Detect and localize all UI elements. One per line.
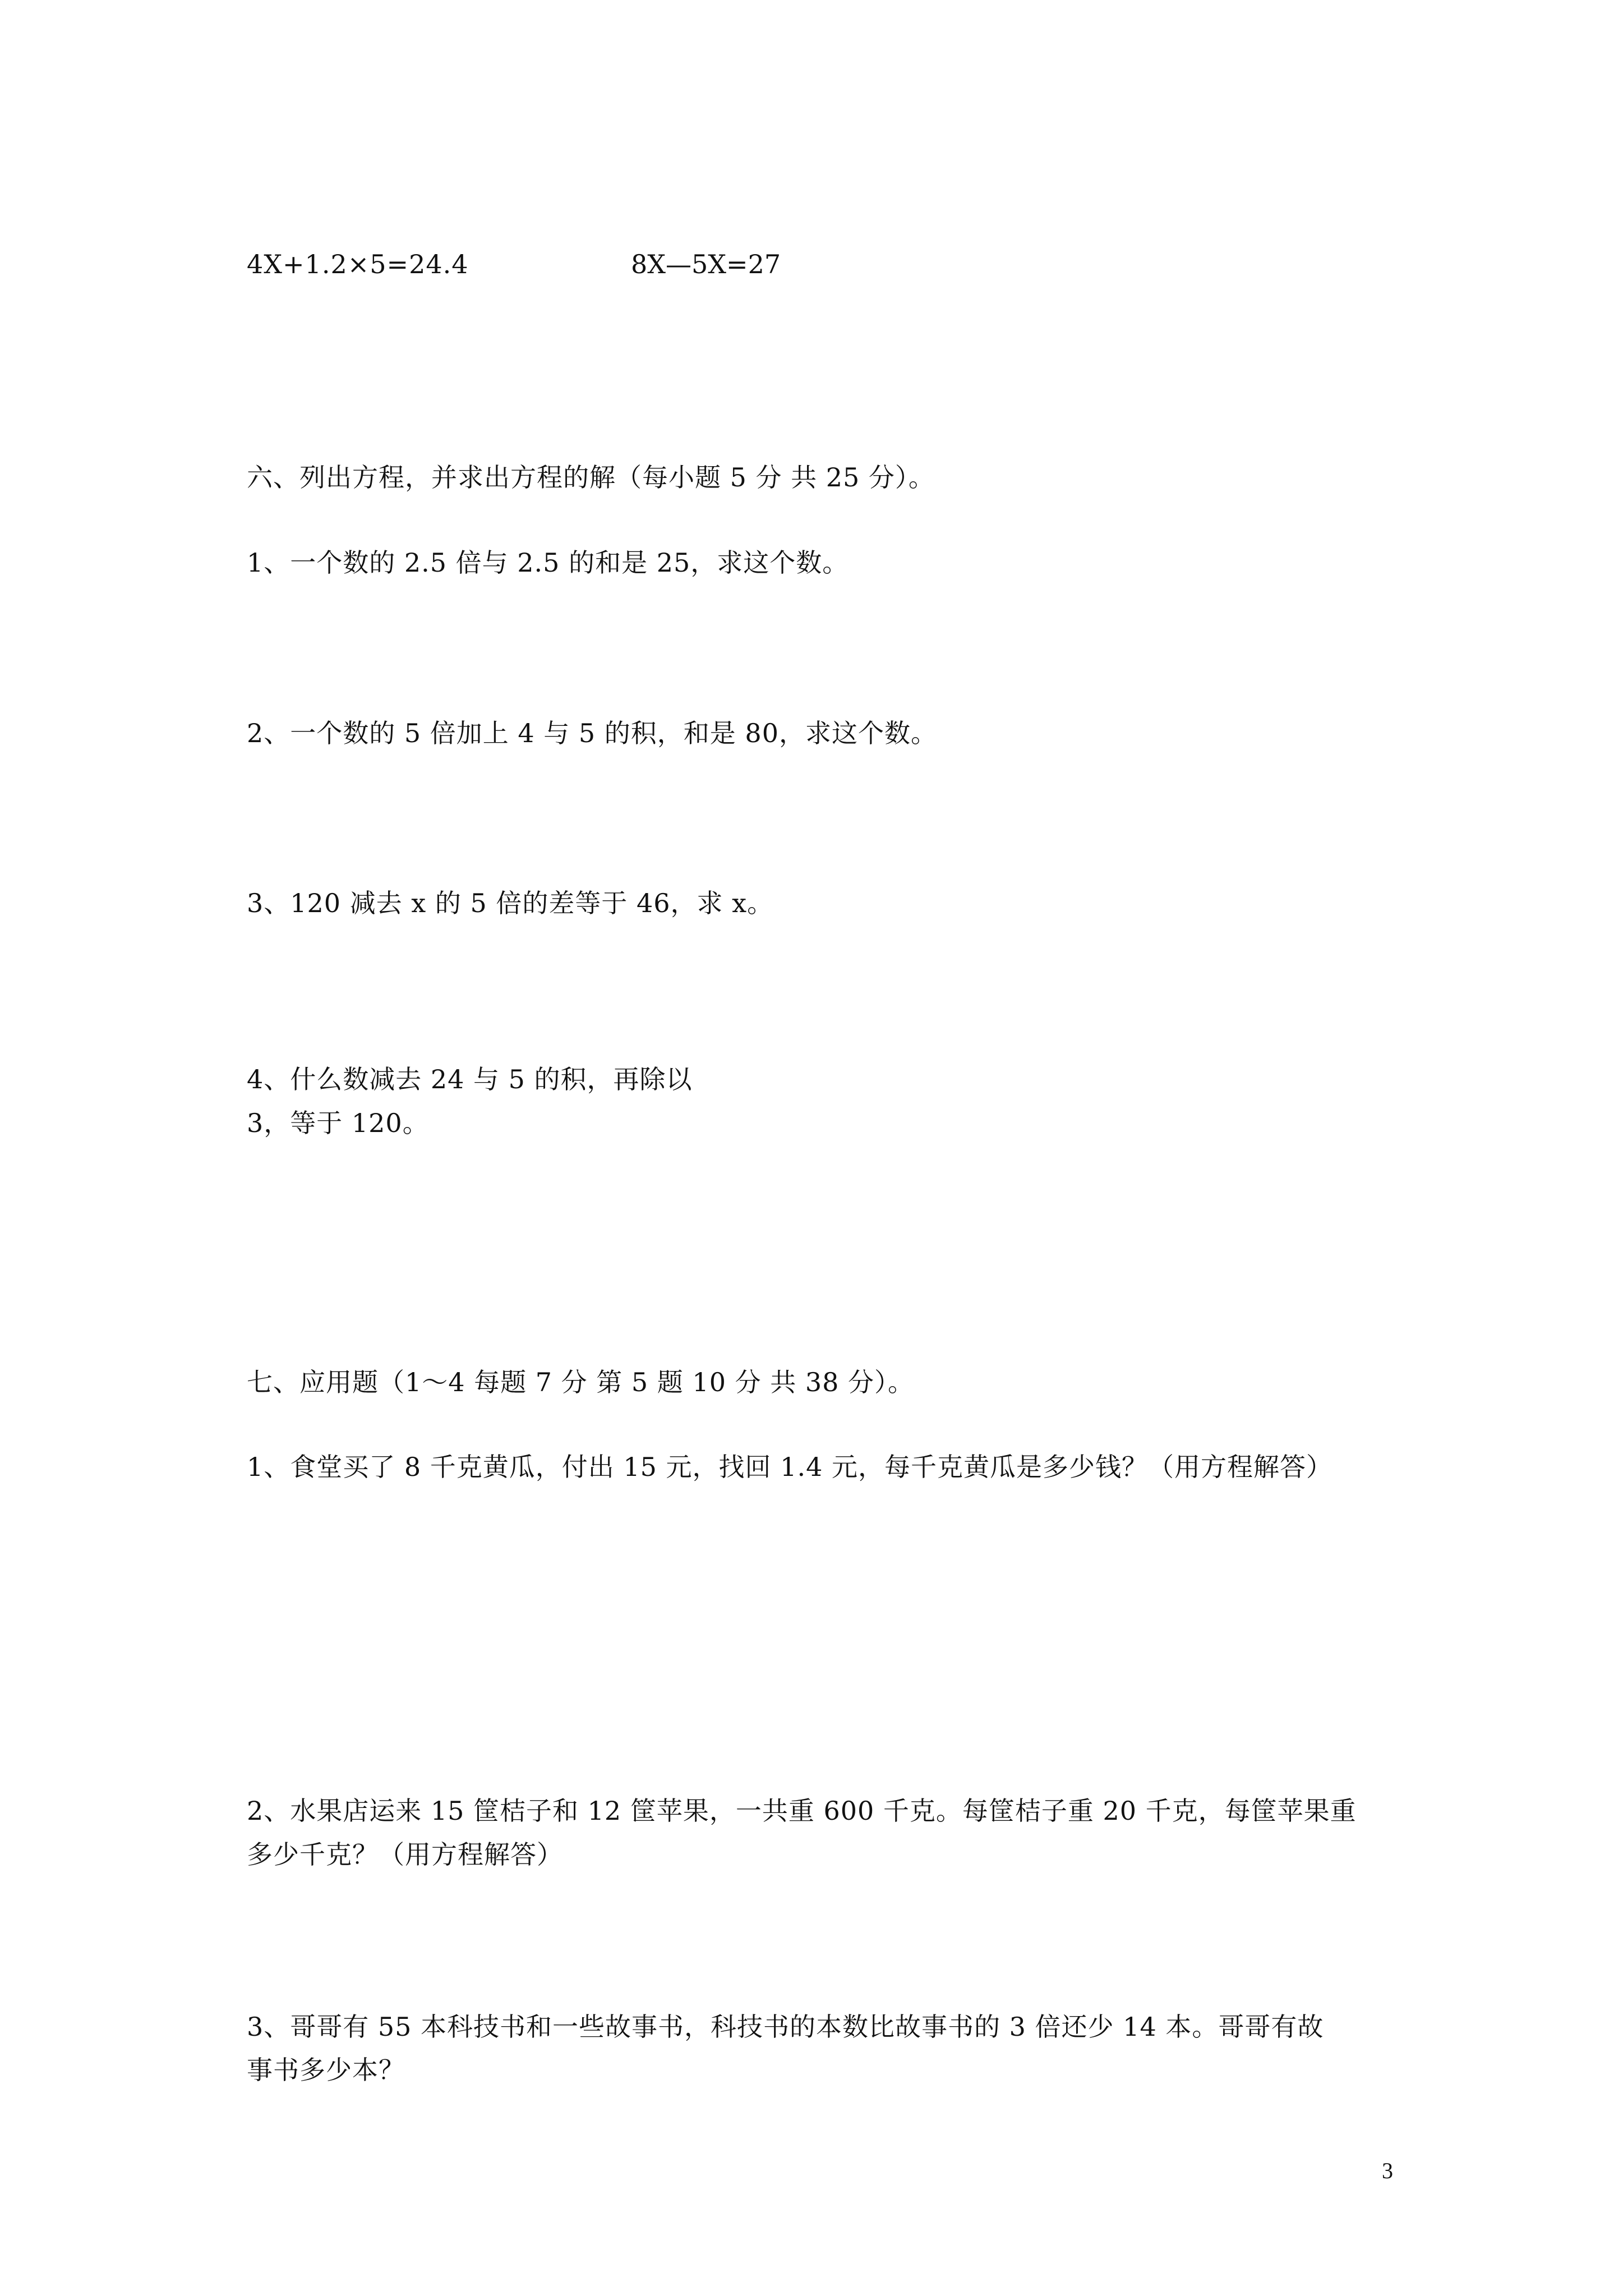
section-6-heading: 六、列出方程，并求出方程的解（每小题 5 分 共 25 分）。 (247, 462, 935, 493)
section-6-question-4-line-1: 4、什么数减去 24 与 5 的积，再除以 (247, 1064, 693, 1094)
page-number: 3 (1382, 2158, 1393, 2183)
section-6-question-1: 1、一个数的 2.5 倍与 2.5 的和是 25，求这个数。 (247, 547, 849, 578)
equation-b: 8X—5X=27 (631, 249, 781, 279)
equation-a: 4X+1.2×5=24.4 (247, 249, 469, 279)
section-7-question-2-line-2: 多少千克？（用方程解答） (247, 1839, 563, 1870)
section-7-question-3-line-1: 3、哥哥有 55 本科技书和一些故事书，科技书的本数比故事书的 3 倍还少 14 本。哥哥有故 (247, 2012, 1324, 2042)
section-6-question-3: 3、120 减去 x 的 5 倍的差等于 46，求 x。 (247, 888, 774, 918)
section-6-question-2: 2、一个数的 5 倍加上 4 与 5 的积，和是 80，求这个数。 (247, 718, 937, 748)
section-7-question-2-line-1: 2、水果店运来 15 筐桔子和 12 筐苹果，一共重 600 千克。每筐桔子重 20 千克，每筐苹果重 (247, 1796, 1357, 1826)
section-7-heading: 七、应用题（1～4 每题 7 分 第 5 题 10 分 共 38 分）。 (247, 1367, 914, 1397)
section-6-question-4-line-2: 3，等于 120。 (247, 1108, 429, 1138)
section-7-question-3-line-2: 事书多少本？ (247, 2055, 405, 2085)
section-7-question-1: 1、食堂买了 8 千克黄瓜，付出 15 元，找回 1.4 元，每千克黄瓜是多少钱？（用方程解答） (247, 1452, 1332, 1482)
